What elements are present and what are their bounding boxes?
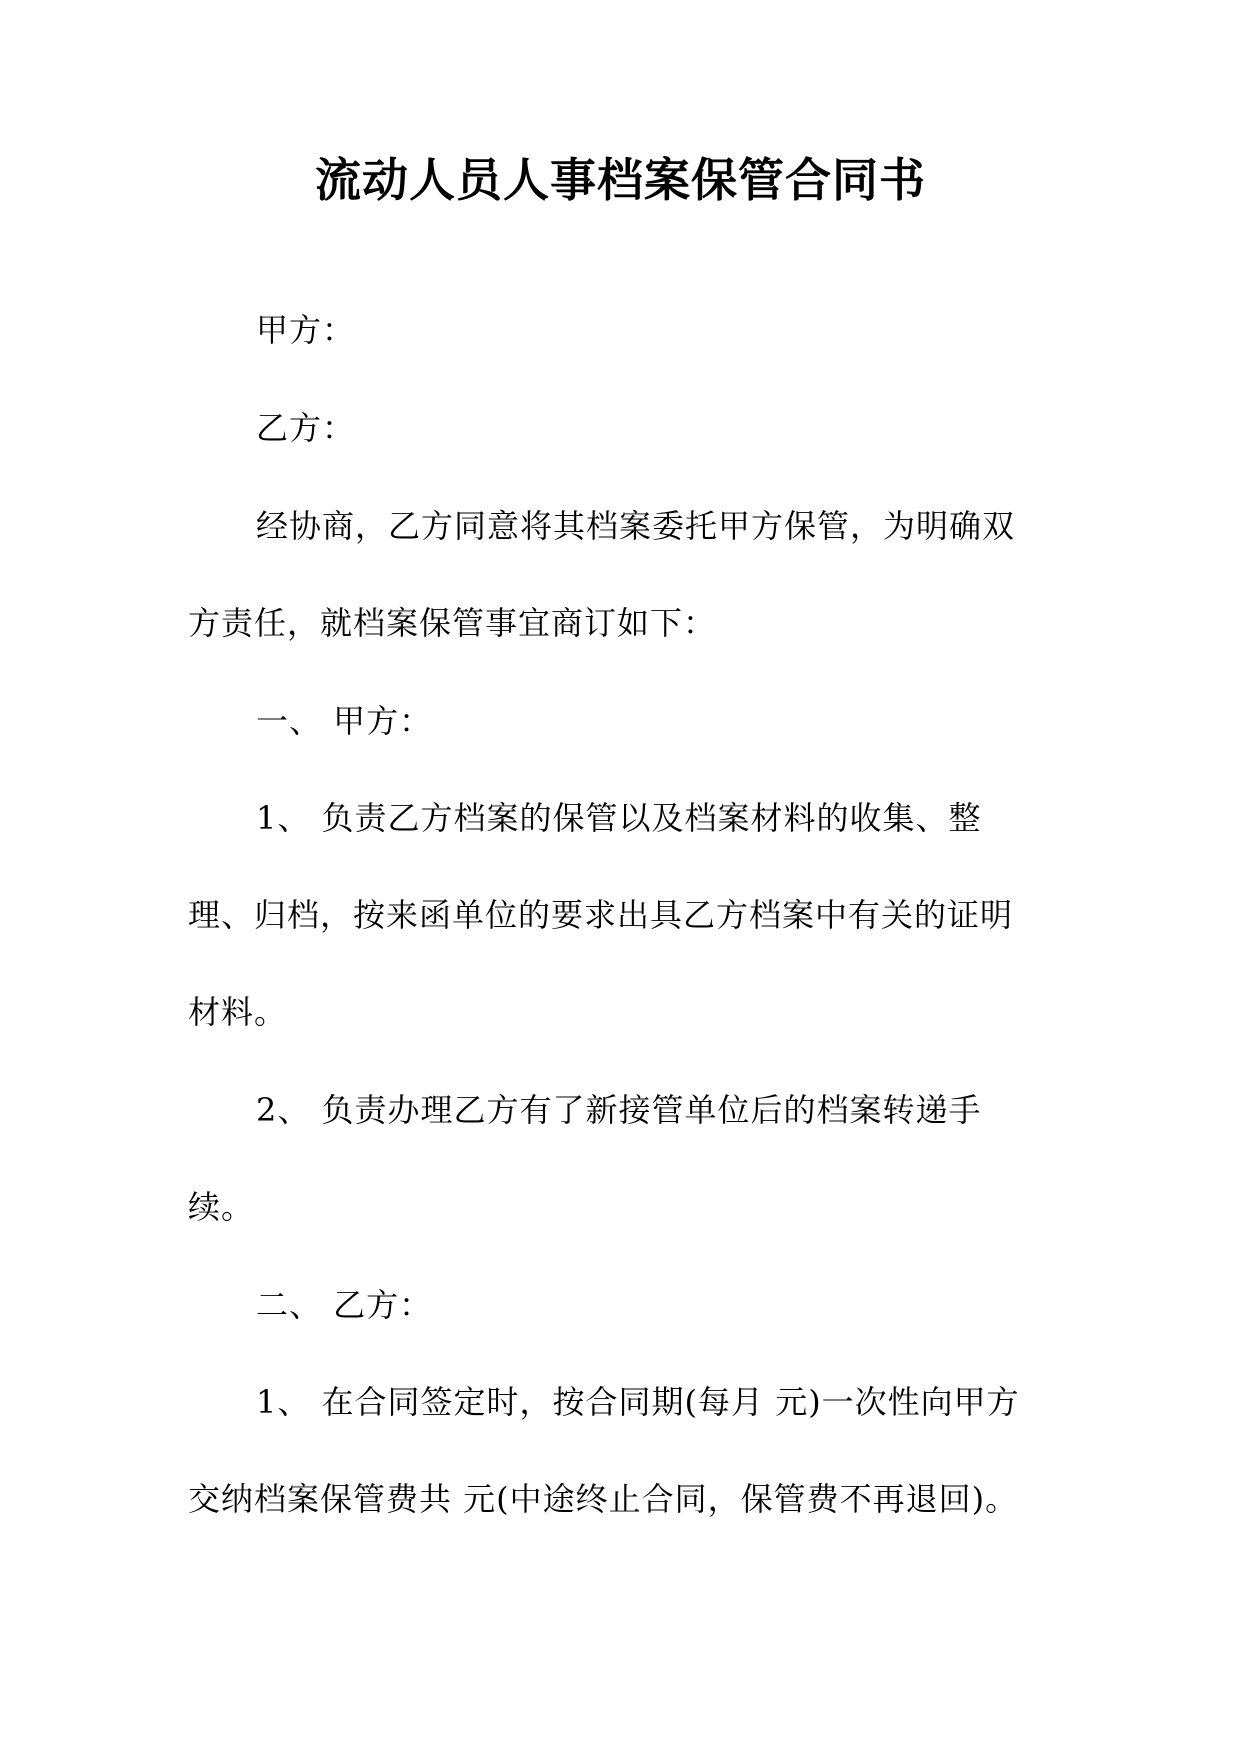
clause-a1-line-2: 理、归档，按来函单位的要求出具乙方档案中有关的证明 [188, 896, 1014, 934]
document-title: 流动人员人事档案保管合同书 [315, 153, 926, 207]
clause-b1-line-2: 交纳档案保管费共 元(中途终止合同，保管费不再退回)。 [188, 1480, 1019, 1518]
party-a-line: 甲方： [256, 311, 356, 349]
section-one-heading: 一、 甲方： [256, 702, 433, 740]
party-b-line: 乙方： [256, 409, 356, 447]
preamble-line-1: 经协商，乙方同意将其档案委托甲方保管，为明确双 [256, 507, 1016, 545]
clause-a1-line-3: 材料。 [188, 993, 288, 1031]
clause-b1-line-1: 1、 在合同签定时，按合同期(每月 元)一次性向甲方 [256, 1383, 1020, 1421]
clause-a1-line-1: 1、 负责乙方档案的保管以及档案材料的收集、整 [256, 799, 982, 837]
preamble-line-2: 方责任，就档案保管事宜商订如下： [188, 604, 717, 642]
clause-a2-line-1: 2、 负责办理乙方有了新接管单位后的档案转递手 [256, 1091, 982, 1129]
clause-a2-line-2: 续。 [188, 1188, 255, 1226]
section-two-heading: 二、 乙方： [256, 1286, 433, 1324]
